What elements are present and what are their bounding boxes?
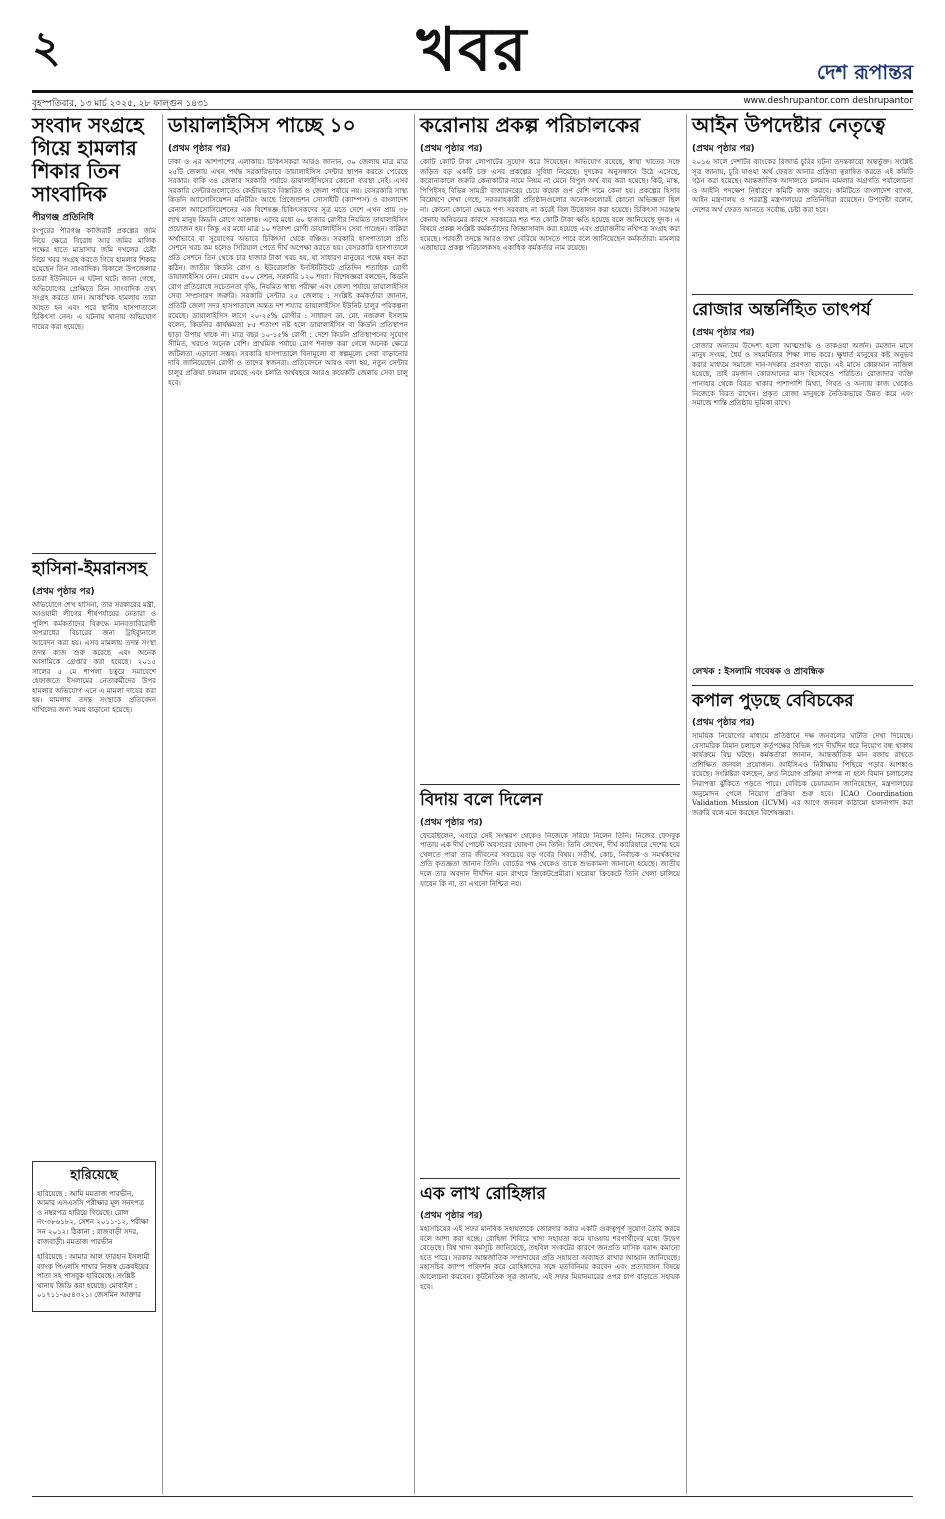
corona-kicker: (প্রথম পৃষ্ঠার পর) xyxy=(420,144,483,154)
website-url: www.deshrupantor.com xyxy=(743,96,850,106)
page-number: ২ xyxy=(32,22,61,73)
hasina-body: অভিযোগে শেখ হাসিনা, তার সরকারের মন্ত্রী, আওয়ামী লীগের শীর্ষপর্যায়ের নেতারা ও পুলিশ কর্মকর্তাদের বিরুদ্ধে মানবতাবিরোধী অপরাধের বিচারের জন্য ট্রাইব্যুনালে আবেদন করা হয়। এসব মামলায় তদন্ত সংস্থা তদন্ত কাজ শুরু করেছে এবং অনেক আসামিকে গ্রেপ্তার করা হয়েছে। ২০১৫ সালের ৫ মে শাপলা চত্বরে সমাবেশে হেফাজতে ইসলামের নেতাকর্মীদের উপর হামলার অভিযোগ এনে এ মামলা দায়ের করা হয়। মামলায় তদন্ত সংস্থাকে প্রতিবেদন দাখিলের জন্য সময় বাড়ানো হয়েছে। xyxy=(32,600,156,715)
farewell-headline: বিদায় বলে দিলেন xyxy=(420,790,543,810)
issue-date: বৃহস্পতিবার, ১৩ মার্চ ২০২৫, ২৮ ফাল্গুন ১৪৩১ xyxy=(32,99,209,109)
journalists-body: রংপুরের পীরগঞ্জ কাজিরটি প্রকল্পের জমি নিয়ে ক্ষেত্রে বিরোধ আর জমির মালিক পক্ষের হাতে মাদ্রাসার জমি দখলের চেষ্টা নিয়ে খবর সংগ্রহ করতে গিয়ে হামলার শিকার হয়েছেন তিন সাংবাদিক। বিকালে উপজেলার চতরা ইউনিয়নে এ ঘটনা ঘটে। জানা গেছে, অভিযোগের প্রেক্ষিতে তিন সাংবাদিক তথ্য সংগ্রহ করতে যান। আকস্মিক হামলায় তারা আহত হন এবং পরে স্থানীয় হাসপাতালে চিকিৎসা নেন। এ ঘটনায় থানায় অভিযোগ দায়ের করা হয়েছে। xyxy=(32,227,156,331)
rohingya-headline: এক লাখ রোহিঙ্গার xyxy=(420,1183,546,1204)
masthead xyxy=(0,0,945,109)
divider xyxy=(32,553,156,554)
law-adviser-kicker: (প্রথম পৃষ্ঠার পর) xyxy=(692,144,755,154)
dialysis-body: ঢাকা ও এর আশপাশের এলাকায়। চিকিৎসকরা আরও জানান, ৩০ জেলায় মাত্র মাত্র ২৫টি জেলায় এখন পর্যন্ত সরকারিভাবে ডায়ালাইসিস সেন্টার স্থাপন করতে পেরেছে সরকার। বাকি ৩৪ জেলার সরকারি পর্যায়ে ডায়ালাইসিসের কোনো ব্যবস্থা নেই। এসব সরকারি সেন্টারগুলোতেও কেন্দ্রীয়ভাবে বিস্তারিত ও জেলা পর্যায়ে নয়। বেসরকারি সাস্থ্য কিডনি অ্যাসোসিয়েশন মনিটরিং আছে প্রিজেন্ডশন সোসাইটি (ক্যাম্পস) ও বাংলাদেশ রেনাল অ্যাসোসিয়েশনের এক বিশেষজ্ঞ চিকিৎসকদের সূত্র মতে দেশে এখন প্রায় ৩৮ লাখ মানুষ কিডনি রোগে আক্রান্ত। এদের মধ্যে ৬০ হাজার রোগীর নিয়মিত ডায়ালাইসিস প্রয়োজন হয়। কিন্তু এর মধ্যে মাত্র ১০ শতাংশ রোগী ডায়ালাইসিস সেবা পাচ্ছেন। বাকিরা অর্থাভাবে বা সুযোগের অভাবে চিকিৎসা থেকে বঞ্চিত। সরকারি হাসপাতালে প্রতি সেশনে খরচ কম হলেও সিরিয়াল পেতে দীর্ঘ অপেক্ষা করতে হয়। বেসরকারি হাসপাতালে প্রতি সেশনে তিন থেকে চার হাজার টাকা খরচ হয়, যা সাধারণ মানুষের পক্ষে বহন করা কঠিন। জাতীয় কিডনি রোগ ও ইউরোলজি ইনস্টিটিউটে প্রতিদিন শতাধিক রোগী ডায়ালাইসিস নেন। মেয়াদ ৫০০ সেশন, সরকারি ১২০ শয্যা। বিশেষজ্ঞরা বলছেন, কিডনি রোগ প্রতিরোধে সচেতনতা বৃদ্ধি, নিয়মিত স্বাস্থ্য পরীক্ষা এবং জেলা পর্যায়ে ডায়ালাইসিস সেবা সম্প্রসারণ জরুরি। সরকারি সেন্টার ২৫ জেলায় : সংশ্লিষ্ট কর্মকর্তারা জানান, প্রতিটি জেলা সদর হাসপাতালে অন্তত দশ শয্যার ডায়ালাইসিস ইউনিট চালুর পরিকল্পনা রয়েছে। ডায়ালাইসিস লাগে ২০-২৫% রোগীর : সাধারণ ডা. মো. নজরুল ইসলাম বলেন, কিডনির কার্যক্ষমতা ৮৫ শতাংশ নষ্ট হলে ডায়ালাইসিস বা কিডনি প্রতিস্থাপন ছাড়া উপায় থাকে না। মাত্র বছর ১০-১৫% রোগী : দেশে কিডনি প্রতিস্থাপনের সুযোগ সীমিত, খরচও অনেক বেশি। প্রাথমিক পর্যায়ে রোগ শনাক্ত করা গেলে অনেক ক্ষেত্রে জটিলতা এড়ানো সম্ভব। সরকারি হাসপাতালে বিনামূল্যে বা স্বল্পমূল্যে সেবা বাড়ানোর দাবি জানিয়েছেন রোগী ও তাদের স্বজনরা। প্রতিবেদনে আরও বলা হয়, নতুন সেন্টার চালুর প্রক্রিয়া চলমান রয়েছে এবং চলতি অর্থবছরে আরও কয়েকটি জেলায় সেবা চালু হবে। xyxy=(168,158,408,387)
salary-headline: কপাল পুড়ছে বেবিচকের xyxy=(692,690,854,711)
section-title: খবর xyxy=(416,15,529,85)
hasina-headline: হাসিনা-ইমরানসহ xyxy=(32,559,147,579)
lost-notice-item: হারিয়েছে : আমার আল ফারহান ইসলামী ব্যাংক পিএলসি শাখার নিজস্ব চেকবইয়ের পাতা সহ পাসবুক হারিয়েছে। সংশ্লিষ্ট থানায় জিডি করা হয়েছে। মোবাইল : ০১৭১১-৬৫৪৩২১। জেসমিন আক্তার xyxy=(37,1253,150,1300)
corona-body: কোটি কোটি টাকা লোপাটের সুযোগ করে দিয়েছেন। অভিযোগ রয়েছে, স্বাস্থ্য খাতের সঙ্গে জড়িত বড় একটি চক্র এসব প্রকল্পের সুবিধা নিয়েছে। দুদকের অনুসন্ধানে উঠে এসেছে, করোনাকালে জরুরি কেনাকাটার নামে নিয়ম না মেনে বিপুল অর্থ ব্যয় করা হয়েছে। কিট, মাস্ক, পিপিইসহ বিভিন্ন সামগ্রী বাজারদরের চেয়ে কয়েক গুণ বেশি দামে কেনা হয়। প্রকল্পের হিসাব বিশ্লেষণে দেখা গেছে, সরবরাহকারী প্রতিষ্ঠানগুলোর অনেকগুলোরই কোনো অভিজ্ঞতা ছিল না। কোনো কোনো ক্ষেত্রে পণ্য সরবরাহ না করেই বিল উত্তোলন করা হয়েছে। চিকিৎসা সরঞ্জাম কেনায় অনিয়মের কারণে সরকারের শত শত কোটি টাকা ক্ষতি হয়েছে বলে জানিয়েছে দুদক। এ বিষয়ে প্রকল্প সংশ্লিষ্ট কর্মকর্তাদের জিজ্ঞাসাবাদ করা হয়েছে এবং প্রয়োজনীয় নথিপত্র সংগ্রহ করা হয়েছে। পরবর্তী তদন্তে আরও তথ্য বেরিয়ে আসতে পারে বলে জানিয়েছেন কর্মকর্তারা। মামলার এজাহারে প্রকল্প পরিচালকসহ একাধিক কর্মকর্তার নাম রয়েছে। xyxy=(420,158,680,253)
lost-notice-title: হারিয়েছে xyxy=(70,1167,118,1183)
lost-notice-item: হারিয়েছে : আমি মমতাজ পারভীন, আমার এসএসসি পরীক্ষার মূল সনদপত্র ও নম্বরপত্র হারিয়ে গিয়েছে। রোল নং-৩৮৬১৮২, সেশন ২০১১-১২, পরীক্ষা সন ২০১২। ঠিকানা : রাজবাড়ী সদর, রাজবাড়ী। মমতাজ পারভীন xyxy=(37,1189,149,1246)
salary-kicker: (প্রথম পৃষ্ঠার পর) xyxy=(692,718,755,729)
fasting-body: রোজার অন্যতম উদ্দেশ্য হলো আত্মশুদ্ধি ও তাকওয়া অর্জন। রমজান মাসে মানুষ সংযম, ধৈর্য ও সহমর্মিতার শিক্ষা লাভ করে। ক্ষুধার্ত মানুষের কষ্ট অনুভব করার মাধ্যমে সমাজে দান-সদকার প্রবণতা বাড়ে। এই মাসে কোরআন নাজিল হয়েছে, তাই রমজান কোরআনের মাস হিসেবেও পরিচিত। রোজাদার ব্যক্তি পানাহার থেকে বিরত থাকার পাশাপাশি মিথ্যা, গিবত ও অন্যায় কাজ থেকেও নিজেকে বিরত রাখেন। প্রকৃত রোজা মানুষকে নৈতিকভাবে উন্নত করে এবং সমাজে শান্তি প্রতিষ্ঠায় ভূমিকা রাখে। xyxy=(692,341,913,408)
rohingya-kicker: (প্রথম পৃষ্ঠার পর) xyxy=(420,1211,483,1222)
column-2 xyxy=(168,114,408,1488)
fasting-headline: রোজার অন্তর্নিহিত তাৎপর্য xyxy=(692,300,871,320)
corona-headline: করোনায় প্রকল্প পরিচালকের xyxy=(420,113,641,137)
footer-rule xyxy=(32,1496,913,1497)
divider xyxy=(692,685,913,686)
column-3 xyxy=(420,114,680,1519)
dialysis-kicker: (প্রথম পৃষ্ঠার পর) xyxy=(168,144,231,154)
law-adviser-body: ২০১৬ সালে দেশটির ব্যাংকের রিজার্ভ চুরির ঘটনা তদন্তকারো অন্তর্ভুক্ত। সংশ্লিষ্ট সূত্র জানায়, চুরি যাওয়া অর্থ ফেরত আনার প্রক্রিয়া ত্বরান্বিত করতে এই কমিটি গঠন করা হয়েছে। আন্তর্জাতিক আদালতে চলমান মামলার অগ্রগতি পর্যালোচনা ও আইনি পদক্ষেপ নির্ধারণে কমিটি কাজ করবে। কমিটিতে বাংলাদেশ ব্যাংক, আইন মন্ত্রণালয় ও পররাষ্ট্র মন্ত্রণালয়ের প্রতিনিধিরা রয়েছেন। উপদেষ্টা বলেন, দেশের অর্থ ফেরত আনতে সর্বোচ্চ চেষ্টা করা হবে। xyxy=(692,158,913,214)
header-divider xyxy=(32,109,913,110)
divider xyxy=(420,1178,680,1179)
social-handle: deshrupantor xyxy=(852,96,913,106)
column-divider xyxy=(162,114,163,1494)
journalists-headline: সংবাদ সংগ্রহে গিয়ে হামলার শিকার তিন সাংবাদিক xyxy=(32,113,144,206)
hasina-kicker: (প্রথম পৃষ্ঠার পর) xyxy=(32,586,95,597)
top-rule xyxy=(32,90,913,93)
farewell-kicker: (প্রথম পৃষ্ঠার পর) xyxy=(420,817,483,828)
column-divider xyxy=(414,114,415,1494)
column-4 xyxy=(692,114,913,1432)
rohingya-body: মহাসচিবের এই সফর মানবিক সহায়তাকে জোরদার করার একটি গুরুত্বপূর্ণ সুযোগ তৈরি করবে বলে আশা করা হচ্ছে। রোহিঙ্গা শিবিরে খাদ্য সহায়তা কমে যাওয়ায় শরণার্থীদের মধ্যে উদ্বেগ বেড়েছে। বিশ্ব খাদ্য কর্মসূচি জানিয়েছে, তহবিল সংকটের কারণে জনপ্রতি মাসিক বরাদ্দ কমানো হতে পারে। সরকার আন্তর্জাতিক সম্প্রদায়ের প্রতি সহায়তা অব্যাহত রাখার আহ্বান জানিয়েছে। মহাসচিব ক্যাম্প পরিদর্শন করে রোহিঙ্গাদের সঙ্গে মতবিনিময় করবেন এবং প্রত্যাবাসন বিষয়ে আলোচনা করবেন। কূটনৈতিক সূত্র জানায়, এই সফর মিয়ানমারের ওপর চাপ বাড়াতে সহায়ক হবে। xyxy=(420,1225,680,1291)
dialysis-headline: ডায়ালাইসিস পাচ্ছে ১০ xyxy=(168,113,356,137)
brand-logo: দেশ রূপান্তর xyxy=(816,60,913,84)
website-link[interactable] xyxy=(743,96,913,106)
journalists-byline: পীরগঞ্জ প্রতিনিধি xyxy=(32,213,94,223)
lost-notice-box xyxy=(32,1161,156,1313)
column-divider xyxy=(686,114,687,1494)
column-1 xyxy=(32,114,156,1312)
law-adviser-headline: আইন উপদেষ্টার নেতৃত্বে xyxy=(692,113,886,137)
farewell-body: ফেরেছিলেন, এবারে সেই সংস্করণ থেকেও নিজেকে সরিয়ে নিলেন তিনি। নিজের ফেসবুক পাতায় এক দীর্ঘ পোস্টে অবসরের ঘোষণা দেন তিনি। তিনি লেখেন, দীর্ঘ ক্যারিয়ারে দেশের হয়ে খেলতে পারা তার জীবনের সবচেয়ে বড় গর্বের বিষয়। সতীর্থ, কোচ, নির্বাচক ও সমর্থকদের প্রতি কৃতজ্ঞতা জানান তিনি। বোর্ডের পক্ষ থেকেও তাকে শুভকামনা জানানো হয়েছে। জাতীয় দলে তার অবদান দীর্ঘদিন মনে রাখবে ক্রিকেটপ্রেমীরা। ঘরোয়া ক্রিকেটে তিনি খেলা চালিয়ে যাবেন কি না, তা এখনো নিশ্চিত নয়। xyxy=(420,831,680,888)
divider xyxy=(692,294,913,295)
fasting-author: লেখক : ইসলামি গবেষক ও প্রাবন্ধিক xyxy=(692,666,825,677)
salary-body: সাময়িক নিয়োগের মাধ্যমে প্রতিষ্ঠানে দক্ষ জনবলের ঘাটতি দেখা দিয়েছে। বেসামরিক বিমান চলাচল কর্তৃপক্ষের বিভিন্ন পদে দীর্ঘদিন ধরে নিয়োগ বন্ধ থাকায় কার্যক্রমে বিঘ্ন ঘটছে। কর্মকর্তারা জানান, আন্তর্জাতিক মান বজায় রাখতে প্রশিক্ষিত জনবল প্রয়োজন। আইসিএও নিরীক্ষায় পিছিয়ে পড়ার আশঙ্কাও রয়েছে। সংশ্লিষ্টরা বলছেন, দ্রুত নিয়োগ প্রক্রিয়া সম্পন্ন না হলে বিমান চলাচলের নিরাপত্তা ঝুঁকিতে পড়তে পারে। বেবিচক চেয়ারম্যান জানিয়েছেন, মন্ত্রণালয়ের অনুমোদন পেলে নিয়োগ প্রক্রিয়া শুরু হবে। ICAO Coordination Validation Mission (ICVM) এর আগে জনবল কাঠামো হালনাগাদ করা জরুরি বলে মনে করছেন বিশেষজ্ঞরা। xyxy=(692,732,913,817)
divider xyxy=(420,784,680,785)
fasting-kicker: (প্রথম পৃষ্ঠার পর) xyxy=(692,327,755,338)
